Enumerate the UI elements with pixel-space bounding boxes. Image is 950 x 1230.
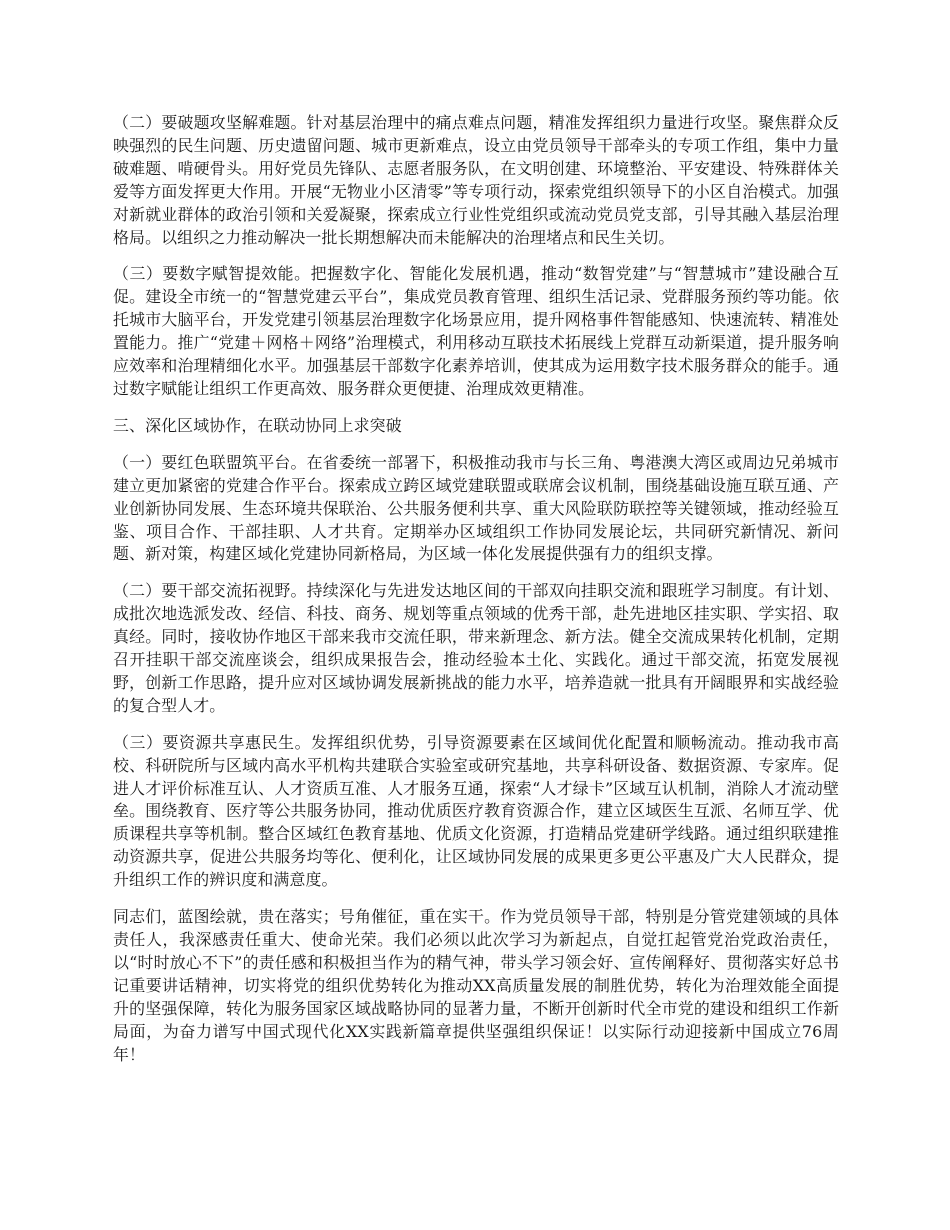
paragraph-closing-remarks: 同志们，蓝图绘就，贵在落实；号角催征，重在实干。作为党员领导干部，特别是分管党建领域的具体责任人，我深感责任重大、使命光荣。我们必须以此次学习为新起点，自觉扛起管党治党政治责任，以“时时放心不下”的责任感和积极担当作为的精气神，带头学习领会好、宣传阐释好、贯彻落实好总书记重要讲话精神，切实将党的组织优势转化为推动XX高质量发展的制胜优势，转化为治理效能全面提升的坚强保障，转化为服务国家区域战略协同的显著力量，不断开创新时代全市党的建设和组织工作新局面，为奋力谱写中国式现代化XX实践新篇章提供坚强组织保证！以实际行动迎接新中国成立76周年！: [113, 907, 839, 1064]
paragraph-resource-sharing: （三）要资源共享惠民生。发挥组织优势，引导资源要素在区域间优化配置和顺畅流动。推动我市高校、科研院所与区域内高水平机构共建联合实验室或研究基地，共享科研设备、数据资源、专家库。促进人才评价标准互认、人才资质互准、人才服务互通，探索“人才绿卡”区域互认机制，消除人才流动壁垒。围绕教育、医疗等公共服务协同，推动优质医疗教育资源合作，建立区域医生互派、名师互学、优质课程共享等机制。整合区域红色教育基地、优质文化资源，打造精品党建研学线路。通过组织联建推动资源共享，促进公共服务均等化、便利化，让区域协同发展的成果更多更公平惠及广大人民群众，提升组织工作的辨识度和满意度。: [113, 732, 839, 890]
paragraph-red-alliance-platform: （一）要红色联盟筑平台。在省委统一部署下，积极推动我市与长三角、粤港澳大湾区或周边兄弟城市建立更加紧密的党建合作平台。探索成立跨区域党建联盟或联席会议机制，围绕基础设施互联互通、产业创新协同发展、生态环境共保联治、公共服务便利共享、重大风险联防联控等关键领域，推动经验互鉴、项目合作、干部挂职、人才共育。定期举办区域组织工作协同发展论坛，共同研究新情况、新问题、新对策，构建区域化党建协同新格局，为区域一体化发展提供强有力的组织支撑。: [113, 452, 839, 564]
paragraph-cadre-exchange: （二）要干部交流拓视野。持续深化与先进发达地区间的干部双向挂职交流和跟班学习制度。有计划、成批次地选派发改、经信、科技、商务、规划等重点领域的优秀干部，赴先进地区挂实职、学实招、取真经。同时，接收协作地区干部来我市交流任职，带来新理念、新方法。健全交流成果转化机制，定期召开挂职干部交流座谈会，组织成果报告会，推动经验本土化、实践化。通过干部交流，拓宽发展视野，创新工作思路，提升应对区域协调发展新挑战的能力水平，培养造就一批具有开阔眼界和实战经验的复合型人才。: [113, 581, 839, 715]
document-body: [113, 112, 839, 1080]
section-heading-regional-cooperation: 三、深化区域协作，在联动协同上求突破: [113, 415, 402, 435]
paragraph-digital-empowerment: （三）要数字赋智提效能。把握数字化、智能化发展机遇，推动“数智党建”与“智慧城市”建设融合互促。建设全市统一的“智慧党建云平台”，集成党员教育管理、组织生活记录、党群服务预约等功能。依托城市大脑平台，开发党建引领基层治理数字化场景应用，提升网格事件智能感知、快速流转、精准处置能力。推广“党建＋网格＋网络”治理模式，利用移动互联技术拓展线上党群互动新渠道，提升服务响应效率和治理精细化水平。加强基层干部数字化素养培训，使其成为运用数字技术服务群众的能手。通过数字赋能让组织工作更高效、服务群众更便捷、治理成效更精准。: [113, 264, 839, 398]
paragraph-break-through-difficulties: （二）要破题攻坚解难题。针对基层治理中的痛点难点问题，精准发挥组织力量进行攻坚。聚焦群众反映强烈的民生问题、历史遗留问题、城市更新难点，设立由党员领导干部牵头的专项工作组，集中力量破难题、啃硬骨头。用好党员先锋队、志愿者服务队，在文明创建、环境整治、平安建设、特殊群体关爱等方面发挥更大作用。开展“无物业小区清零”等专项行动，探索党组织领导下的小区自治模式。加强对新就业群体的政治引领和关爱凝聚，探索成立行业性党组织或流动党员党支部，引导其融入基层治理格局。以组织之力推动解决一批长期想解决而未能解决的治理堵点和民生关切。: [113, 113, 839, 247]
